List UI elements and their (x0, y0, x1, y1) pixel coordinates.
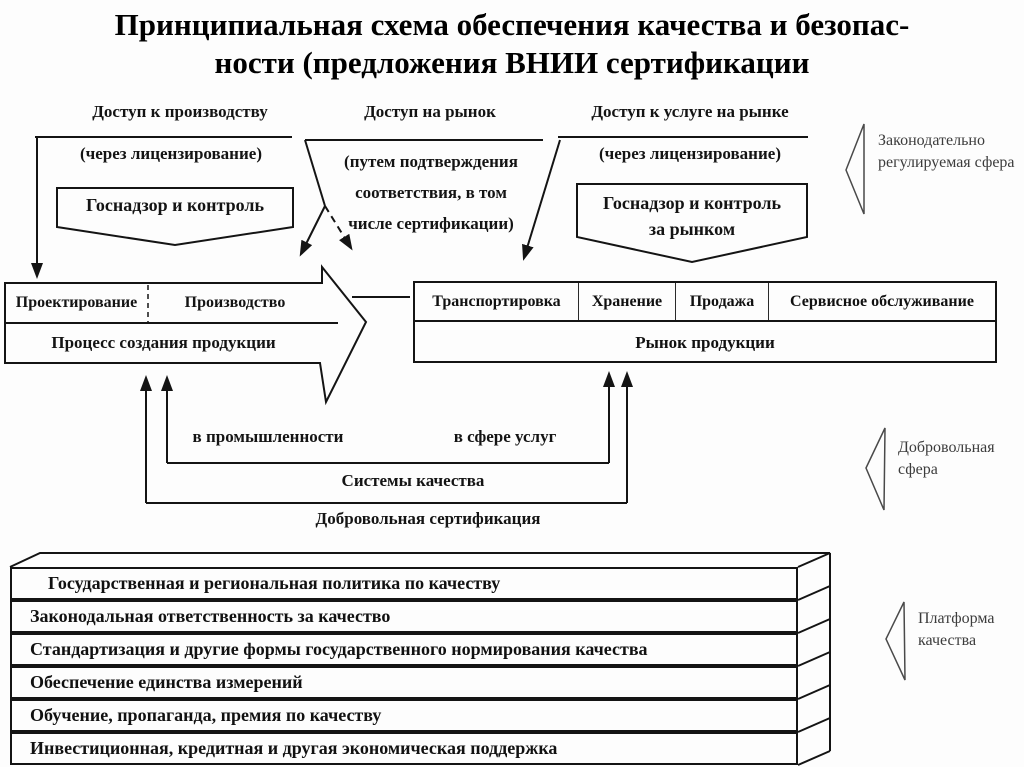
banner-gosnadzor-left-label: Госнадзор и контроль (85, 195, 265, 215)
note-quality-platform: Платформа качества (918, 610, 995, 649)
production-band-cell-manufacturing: Производство (184, 294, 286, 311)
arrow-market-to-production (301, 206, 325, 254)
access-market-heading: Доступ на рынок (364, 102, 496, 121)
page-title-line1: Принципиальная схема обеспечения качества и безопас- (114, 7, 910, 42)
label-in-services: в сфере услуг (453, 427, 557, 446)
platform-side-rib (798, 586, 830, 600)
arrow-service-access (524, 140, 560, 258)
access-production-heading: Доступ к производству (92, 102, 268, 121)
platform-side-rib (798, 718, 830, 732)
platform-bottom-rib (798, 751, 830, 765)
label-in-industry: в промышленности (192, 427, 344, 446)
label-voluntary-certification: Добровольная сертификация (315, 509, 541, 528)
production-band-cell-design: Проектирование (15, 294, 138, 311)
market-band-cell-service: Сервисное обслуживание (790, 292, 974, 310)
market-band-cell-storage: Хранение (579, 283, 676, 320)
platform-side-rib (798, 685, 830, 699)
platform-side-rib (798, 619, 830, 633)
platform-side-rib (798, 652, 830, 666)
platform-row: Обучение, пропаганда, премия по качеству (10, 699, 798, 732)
platform-row: Законодальная ответственность за качество (10, 600, 798, 633)
access-service-heading: Доступ к услуге на рынке (591, 102, 789, 121)
pointer-quality-platform (886, 602, 905, 680)
line-market-junction (305, 140, 325, 206)
platform-row: Государственная и региональная политика по качеству (10, 567, 798, 600)
production-band-label: Процесс создания продукции (51, 333, 276, 352)
note-regulated-sphere: Законодательно регулируемая сфера (878, 132, 1015, 171)
quality-platform (10, 567, 798, 765)
market-band-top-row (415, 283, 995, 322)
page-title (0, 6, 1024, 82)
market-band (413, 281, 997, 363)
note-voluntary-sphere: Добровольная сфера (898, 439, 995, 478)
label-quality-systems: Системы качества (341, 471, 485, 490)
platform-row: Обеспечение единства измерений (10, 666, 798, 699)
banner-gosnadzor-right-label: Госнадзор и контроль за рынком (602, 193, 782, 239)
pointer-voluntary-sphere (866, 428, 885, 510)
page-title-line2: ности (предложения ВНИИ сертификации (214, 45, 810, 80)
access-market-via: (путем подтверждения соответствия, в том числе сертификации) (344, 152, 518, 233)
pointer-regulated-sphere (846, 124, 864, 214)
access-service-via: (через лицензирование) (599, 144, 781, 163)
market-band-label: Рынок продукции (635, 332, 775, 352)
access-production-via: (через лицензирование) (80, 144, 262, 163)
market-band-cell-sale: Продажа (676, 283, 769, 320)
market-band-cell-transport: Транспортировка (415, 283, 579, 320)
platform-row: Стандартизация и другие формы государственного нормирования качества (10, 633, 798, 666)
platform-top-face (10, 553, 830, 567)
platform-row: Инвестиционная, кредитная и другая экономическая поддержка (10, 732, 798, 765)
